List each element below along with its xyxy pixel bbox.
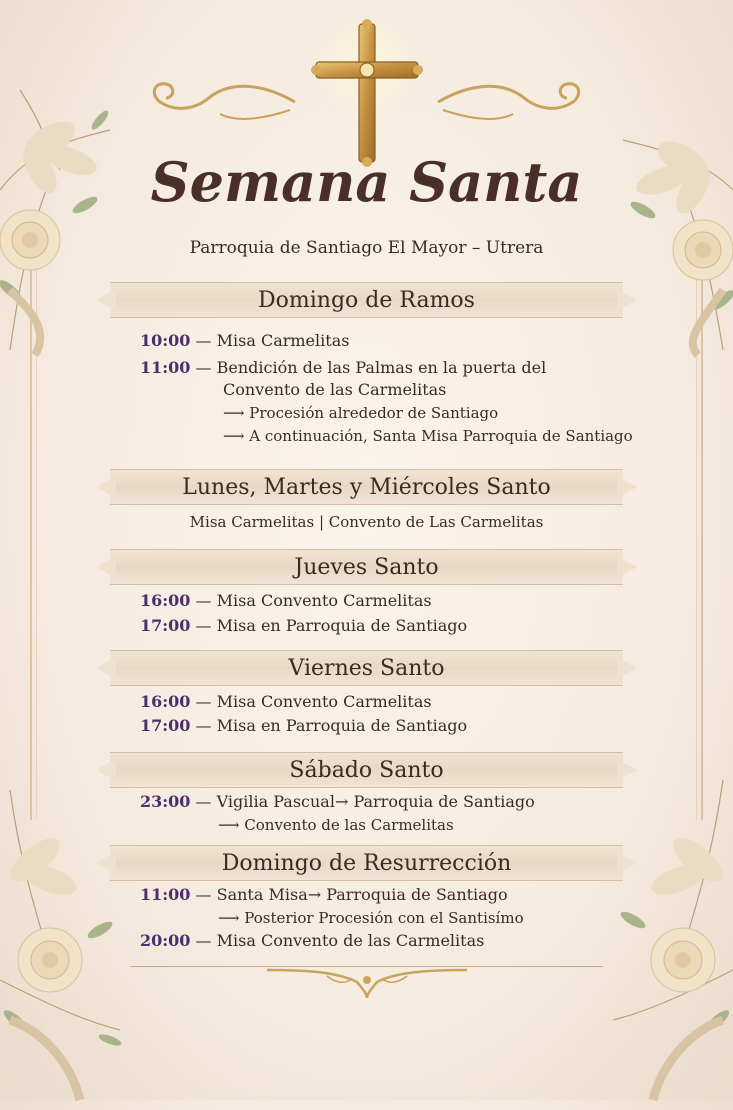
schedule-line [140,692,432,711]
event-text: — Vigilia Pascual→ Parroquia de Santiago [195,792,535,811]
event-subline: ⟶ Posterior Procesión con el Santisímo [218,909,524,927]
time-label: 16:00 [140,591,191,610]
page-subtitle: Parroquia de Santiago El Mayor – Utrera [189,238,544,258]
section-heading-domingo-ramos: Domingo de Ramos [110,282,623,318]
schedule-line [140,885,508,904]
schedule-line [140,331,349,350]
floral-bouquet-icon [573,770,733,1110]
event-text: — Misa Carmelitas [195,331,350,350]
time-label: 11:00 [140,885,191,904]
event-subline: ⟶ Convento de las Carmelitas [218,816,454,834]
event-subline: ⟶ A continuación, Santa Misa Parroquia de Santiago [223,427,633,445]
event-text: — Misa en Parroquia de Santiago [195,716,468,735]
floral-bouquet-icon [0,780,160,1110]
section-heading-viernes-santo: Viernes Santo [110,650,623,686]
scroll-ornament-icon [257,962,477,1002]
event-text: — Misa Convento Carmelitas [195,692,432,711]
time-label: 20:00 [140,931,191,950]
event-text: — Misa Convento Carmelitas [195,591,432,610]
schedule-line [140,716,467,735]
event-text: — Misa en Parroquia de Santiago [195,616,468,635]
schedule-line [140,616,467,635]
event-text: — Bendición de las Palmas en la puerta del [195,358,547,377]
event-text-continuation: Convento de las Carmelitas [223,380,447,399]
page-title: Semana Santa [150,150,583,214]
event-text: — Santa Misa→ Parroquia de Santiago [195,885,508,904]
time-label: 16:00 [140,692,191,711]
event-subline: ⟶ Procesión alrededor de Santiago [223,404,499,422]
section-heading-jueves-santo: Jueves Santo [110,549,623,585]
section-heading-sabado-santo: Sábado Santo [110,752,623,788]
time-label: 17:00 [140,716,191,735]
time-label: 11:00 [140,358,191,377]
event-text: Misa Carmelitas | Convento de Las Carmelitas [189,513,544,531]
cross-icon [302,18,432,168]
schedule-line [140,931,484,950]
time-label: 23:00 [140,792,191,811]
schedule-line [140,591,432,610]
section-heading-domingo-resurreccion: Domingo de Resurrección [110,845,623,881]
schedule-line [140,792,535,811]
cross-container [0,18,733,168]
section-heading-lunes-martes-miercoles: Lunes, Martes y Miércoles Santo [110,469,623,505]
time-label: 10:00 [140,331,191,350]
time-label: 17:00 [140,616,191,635]
bottom-ornament-container [0,962,733,1002]
schedule-line [140,358,546,377]
event-text: — Misa Convento de las Carmelitas [195,931,485,950]
